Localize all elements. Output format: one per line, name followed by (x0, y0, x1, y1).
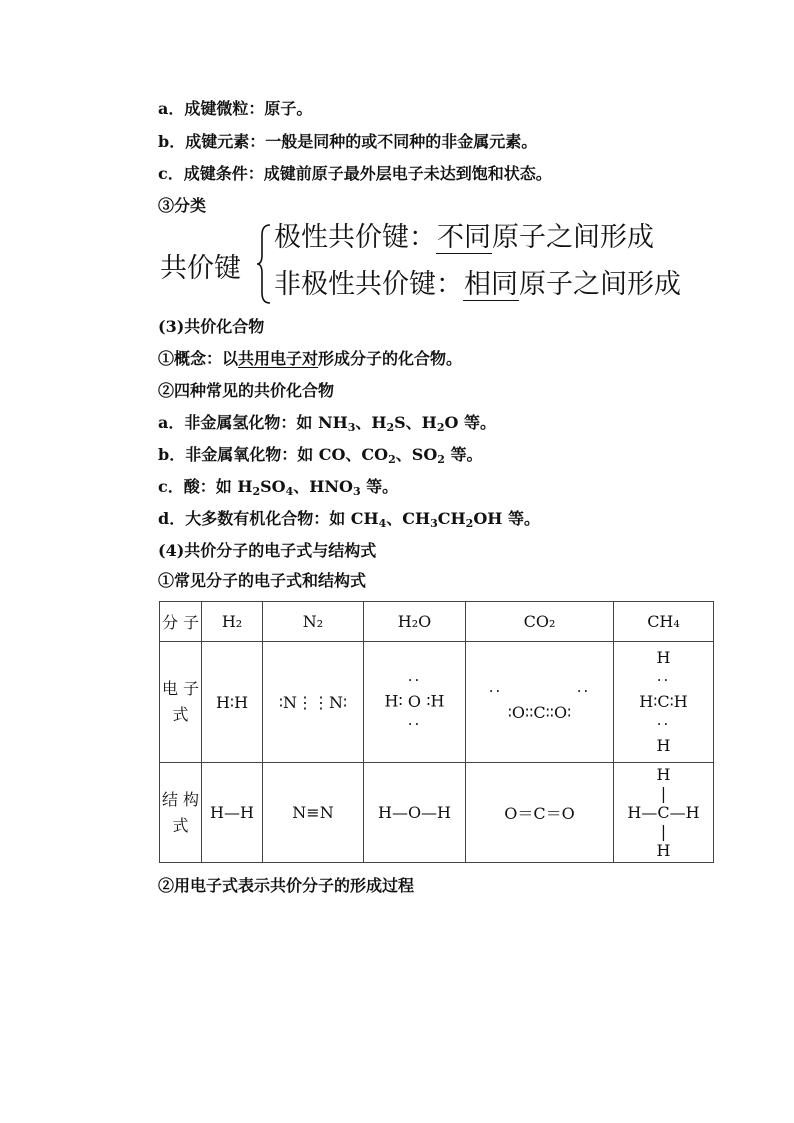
molecule-table (159, 601, 714, 863)
line-bond-particles: a．成键微粒：原子。 (158, 99, 313, 118)
header-h2: H₂ (202, 602, 263, 642)
structure-n2: N≡N (263, 763, 364, 863)
line-oxides: b．非金属氧化物：如 CO、$CO_2$、$SO_2$ 等。 (158, 445, 483, 466)
electron-h2: H∶H (202, 642, 263, 763)
classification-block (158, 219, 728, 307)
structure-h2: H—H (202, 763, 263, 863)
heading-formation-process: ②用电子式表示共价分子的形成过程 (158, 876, 415, 895)
electron-n2: ∶N⋮⋮N∶ (263, 642, 364, 763)
header-n2: N₂ (263, 602, 364, 642)
header-ch4: CH₄ (614, 602, 714, 642)
classification-polar: 极性共价键：不同原子之间形成 (274, 222, 654, 253)
header-molecule: 分 子 (160, 602, 202, 642)
electron-ch4: H ·· H∶C∶H ·· H (614, 642, 714, 763)
nonpolar-blank: 相同 (464, 269, 518, 300)
row-label-electron: 电 子 式 (160, 642, 202, 763)
line-bond-elements: b．成键元素：一般是同种的或不同种的非金属元素。 (158, 132, 538, 151)
header-h2o: H₂O (364, 602, 466, 642)
classification-nonpolar: 非极性共价键：相同原子之间形成 (274, 269, 681, 300)
structure-h2o: H—O—H (364, 763, 466, 863)
heading-four-types: ②四种常见的共价化合物 (158, 381, 335, 400)
concept-underline: 共用电子对 (238, 349, 319, 368)
structure-ch4: H | H—C—H | H (614, 763, 714, 863)
electron-h2o: H∶ ·· O ·· ∶H (364, 642, 466, 763)
row-label-structure: 结 构 式 (160, 763, 202, 863)
line-organics: d．大多数有机化合物：如 $CH_4$、$CH_3CH_2OH$ 等。 (158, 509, 540, 530)
line-bond-conditions: c．成键条件：成键前原子最外层电子未达到饱和状态。 (158, 164, 552, 183)
heading-classification: ③分类 (158, 196, 207, 215)
classification-root: 共价键 (160, 253, 241, 284)
heading-electron-structure: (4)共价分子的电子式与结构式 (158, 541, 377, 560)
line-hydrides: a．非金属氢化物：如 $NH_3$、$H_2S$、$H_2O$ 等。 (158, 413, 496, 434)
line-concept: ①概念：以共用电子对形成分子的化合物。 (158, 349, 463, 368)
polar-blank: 不同 (437, 222, 491, 253)
structure-co2: O＝C＝O (466, 763, 614, 863)
line-acids: c．酸：如 $H_2SO_4$、$HNO_3$ 等。 (158, 477, 399, 498)
brace-icon (256, 223, 272, 305)
electron-co2: ·· ·· ∶O∶∶C∶∶O∶ (466, 642, 614, 763)
heading-covalent-compounds: (3)共价化合物 (158, 317, 265, 336)
heading-common-molecules: ①常见分子的电子式和结构式 (158, 571, 367, 590)
header-co2: CO₂ (466, 602, 614, 642)
